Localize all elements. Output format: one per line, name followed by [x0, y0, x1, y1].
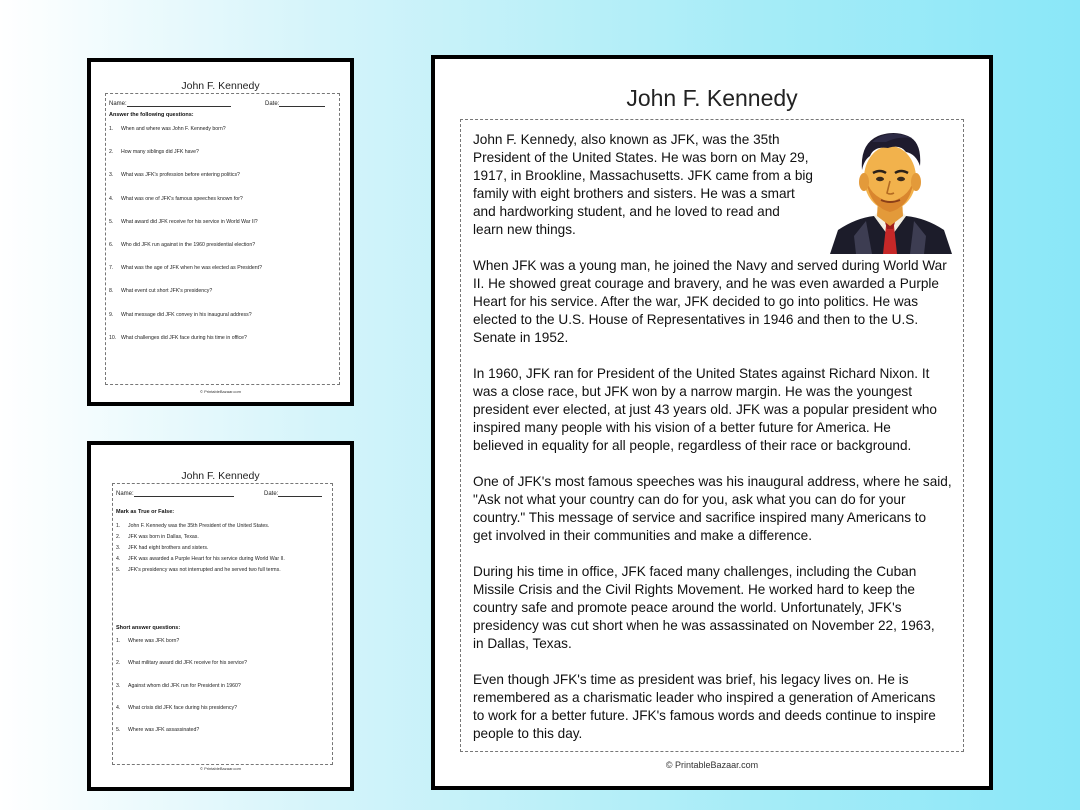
date-label: Date:: [264, 491, 279, 497]
question-item: [116, 523, 269, 529]
question-item: [116, 727, 199, 733]
worksheet-footer: © PrintableBazaar.com: [200, 766, 241, 771]
question-text: Where was JFK born?: [128, 638, 180, 644]
question-text: Who did JFK run against in the 1960 presidential election?: [121, 242, 256, 248]
passage-paragraph: [473, 671, 936, 743]
question-number: 1.: [109, 126, 114, 132]
passage-paragraph: [473, 563, 935, 653]
question-number: 10.: [109, 334, 117, 341]
question-text: JFK was born in Dallas, Texas.: [128, 534, 199, 540]
reading-passage-sheet: [431, 55, 993, 790]
passage-line: to work for a better future. JFK's famous words and deeds continue to inspire: [473, 708, 936, 723]
question-text: What was one of JFK's famous speeches known for?: [121, 195, 243, 202]
passage-paragraph: [473, 365, 937, 455]
question-number: 2.: [109, 149, 114, 156]
passage-line: family with eight brothers and sisters. He was a smart: [473, 186, 795, 201]
passage-line: During his time in office, JFK faced many challenges, including the Cuban: [473, 564, 917, 579]
question-text: JFK had eight brothers and sisters.: [128, 545, 209, 551]
question-item: [109, 265, 262, 271]
question-item: [109, 126, 226, 132]
passage-line: Heart for his service. After the war, JFK decided to go into politics. He was: [473, 294, 919, 309]
passage-line: "Ask not what your country can do for you, ask what you can do for your: [473, 492, 906, 507]
passage-line: get involved in their communities and make a difference.: [473, 528, 813, 543]
question-item: [109, 312, 252, 318]
date-label: Date:: [265, 101, 280, 107]
question-item: [116, 556, 285, 562]
jfk-portrait-image: [826, 126, 955, 254]
question-item: [109, 172, 240, 178]
question-number: 5.: [109, 218, 114, 225]
name-field: [109, 101, 231, 107]
passage-line: remembered as a charismatic leader who inspired a generation of Americans: [473, 690, 936, 705]
question-number: 9.: [109, 311, 114, 318]
name-label: Name:: [116, 491, 134, 497]
question-item: [116, 705, 237, 711]
question-text: Where was JFK assassinated?: [128, 727, 200, 734]
instructions: Answer the following questions:: [109, 112, 194, 118]
passage-line: presidency was cut short when he was assassinated on November 22, 1963,: [473, 618, 935, 633]
passage-line: in Dallas, Texas.: [473, 636, 572, 651]
question-item: [116, 638, 179, 644]
passage-footer: © PrintableBazaar.com: [665, 760, 759, 770]
worksheet-border: [105, 93, 340, 385]
passage-line: believed in equality for all people, regardless of their race or background.: [473, 438, 912, 453]
question-number: 4.: [109, 195, 114, 202]
question-number: 5.: [116, 727, 121, 734]
question-number: 4.: [116, 556, 121, 562]
passage-line: country." This message of service and sacrifice inspired many Americans to: [473, 510, 927, 525]
question-text: John F. Kennedy was the 35th President of the United States.: [128, 523, 270, 529]
passage-line: 1917, in Brookline, Massachusetts. JFK came from a big: [473, 168, 813, 183]
question-number: 5.: [116, 567, 121, 573]
passage-line: Senate in 1952.: [473, 330, 569, 345]
passage-line: Missile Crisis and the Civil Rights Movement. He worked hard to keep the: [473, 582, 915, 597]
question-item: [116, 534, 199, 540]
true-false-heading: Mark as True or False:: [116, 509, 175, 515]
question-number: 6.: [109, 242, 114, 248]
passage-line: elected to the U.S. House of Representatives in 1946 and then to the U.S.: [473, 312, 919, 327]
question-text: Against whom did JFK run for President in 1960?: [128, 682, 241, 689]
passage-line: was a close race, but JFK won by a narrow margin. He was the youngest: [473, 384, 912, 399]
passage-line: John F. Kennedy, also known as JFK, was the 35th: [473, 132, 780, 147]
question-text: What challenges did JFK face during his time in office?: [121, 334, 247, 341]
question-text: JFK's presidency was not interrupted and he served two full terms.: [128, 567, 281, 573]
passage-line: II. He showed great courage and bravery, and he was even awarded a Purple: [473, 276, 939, 291]
question-item: [109, 242, 255, 248]
passage-line: country safe and promote peace around the world. Unfortunately, JFK's: [473, 600, 902, 615]
passage-line: people to this day.: [473, 726, 583, 741]
passage-line: president ever elected, at just 43 years old. JFK was a popular president who: [473, 402, 937, 417]
question-item: [109, 288, 212, 294]
question-number: 8.: [109, 288, 114, 295]
question-number: 3.: [109, 172, 114, 179]
question-text: What message did JFK convey in his inaugural address?: [121, 311, 252, 318]
short-answer-heading: Short answer questions:: [116, 625, 181, 631]
question-number: 4.: [116, 704, 121, 711]
question-text: What was the age of JFK when he was elected as President?: [121, 265, 263, 272]
question-number: 2.: [116, 660, 121, 667]
question-item: [116, 660, 247, 666]
question-text: What military award did JFK receive for his service?: [128, 660, 248, 667]
question-item: [116, 567, 281, 573]
question-number: 1.: [116, 638, 121, 644]
passage-paragraph: [473, 473, 952, 545]
question-number: 1.: [116, 523, 121, 529]
question-text: What event cut short JFK's presidency?: [121, 288, 213, 295]
question-item: [109, 149, 199, 155]
question-item: [109, 335, 247, 341]
question-text: When and where was John F. Kennedy born?: [121, 126, 226, 132]
passage-line: President of the United States. He was born on May 29,: [473, 150, 809, 165]
question-number: 2.: [116, 534, 121, 540]
name-field: [116, 491, 234, 497]
passage-line: In 1960, JFK ran for President of the United States against Richard Nixon. It: [473, 366, 930, 381]
passage-paragraph: [473, 257, 947, 347]
worksheet-footer: © PrintableBazaar.com: [200, 389, 241, 394]
date-field: [265, 101, 325, 107]
question-item: [109, 219, 258, 225]
question-item: [116, 545, 208, 551]
passage-title: John F. Kennedy: [626, 85, 798, 111]
question-text: What crisis did JFK face during his presidency?: [128, 704, 237, 711]
date-field: [264, 491, 322, 497]
passage-line: Even though JFK's time as president was brief, his legacy lives on. He is: [473, 672, 909, 687]
question-item: [116, 683, 241, 689]
question-text: JFK was awarded a Purple Heart for his service during World War II.: [128, 556, 285, 562]
worksheet-title: John F. Kennedy: [181, 470, 260, 482]
question-number: 3.: [116, 682, 121, 689]
question-number: 7.: [109, 265, 114, 272]
questions-worksheet: [87, 58, 354, 406]
passage-line: One of JFK's most famous speeches was his inaugural address, where he said,: [473, 474, 952, 489]
name-label: Name:: [109, 101, 127, 107]
question-text: How many siblings did JFK have?: [121, 149, 199, 156]
passage-line: inspired many people with his vision of a better future for America. He: [473, 420, 891, 435]
question-number: 3.: [116, 545, 121, 551]
true-false-worksheet: [87, 441, 354, 791]
question-text: What award did JFK receive for his service in World War II?: [121, 218, 258, 225]
passage-line: When JFK was a young man, he joined the Navy and served during World War: [473, 258, 947, 273]
question-item: [109, 196, 243, 202]
question-text: What was JFK's profession before entering politics?: [121, 172, 240, 179]
passage-line: and hardworking student, and he loved to read and: [473, 204, 780, 219]
passage-paragraph: [473, 131, 813, 239]
passage-line: learn new things.: [473, 222, 576, 237]
worksheet-title: John F. Kennedy: [181, 80, 260, 92]
